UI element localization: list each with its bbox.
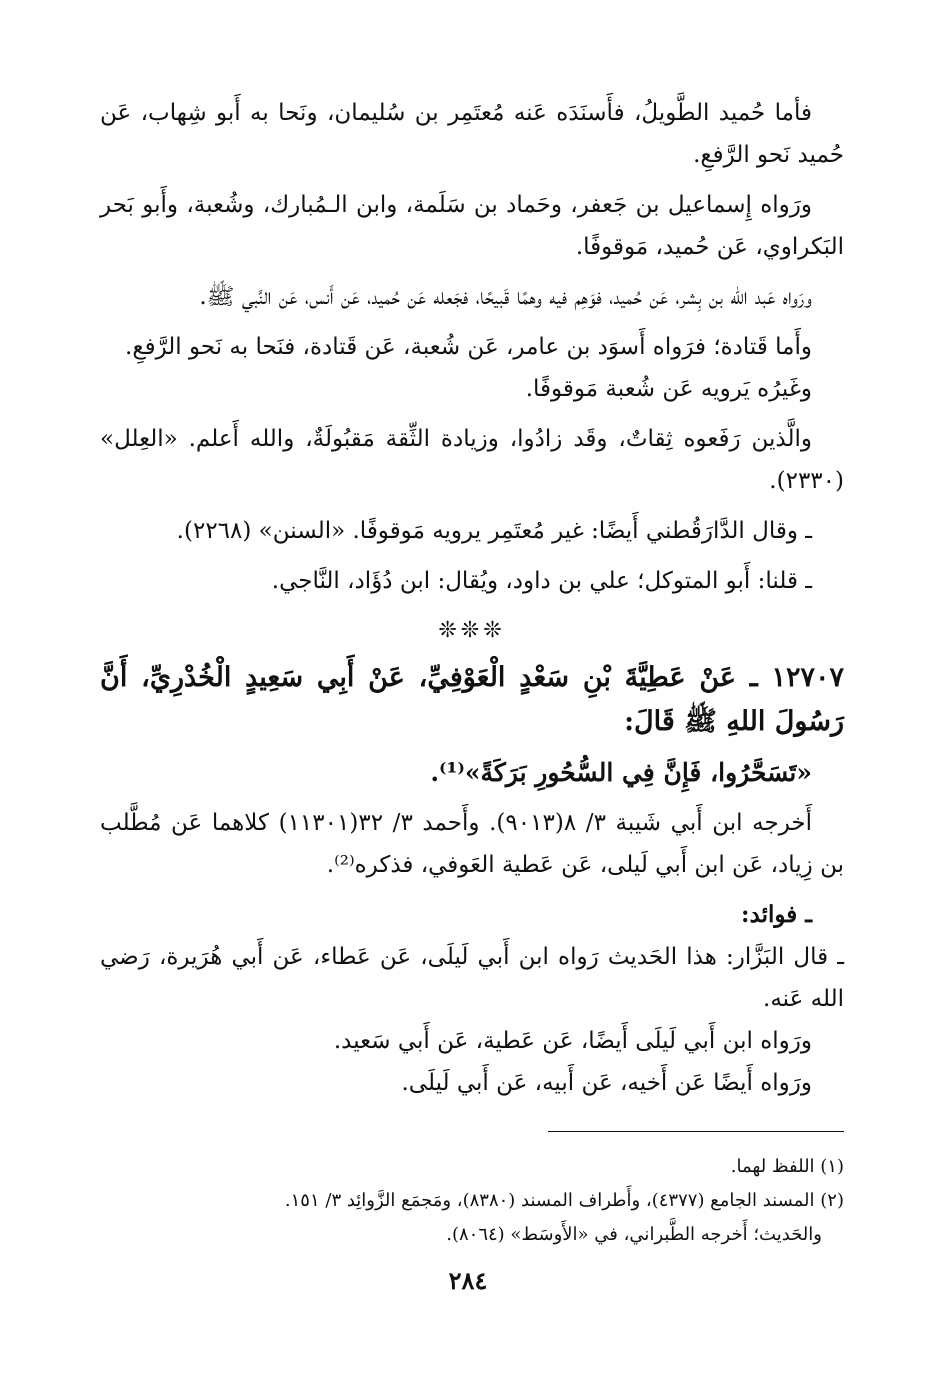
footnotes xyxy=(100,1150,844,1252)
benefit-bazzar: ـ قال البَزَّار: هذا الحَديث رَواه ابن أَبي لَيلَى، عَن عَطاء، عَن أَبي هُرَيرة، رَضي الله عَنه. xyxy=(100,944,844,1012)
hadith-matn: «تَسَحَّرُوا، فَإِنَّ فِي السُّحُورِ بَرَكَةً»⁽¹⁾. xyxy=(430,758,812,787)
footnote-1: (١) اللفظ لهما. xyxy=(730,1156,844,1177)
main-text xyxy=(100,92,844,1104)
footnote-divider xyxy=(548,1131,844,1132)
benefits-heading: ـ فوائد: xyxy=(741,901,812,928)
paragraph-abu-mutawakkil: ـ قلنا: أَبو المتوكل؛ علي بن داود، ويُقال: ابن دُؤَاد، النَّاجي. xyxy=(271,568,812,594)
hadith-chain: عَنْ عَطِيَّةَ بْنِ سَعْدٍ الْعَوْفِيِّ، عَنْ أَبِي سَعِيدٍ الْخُدْرِيِّ، أَنَّ رَسُولَ اللهِ ﷺ قَالَ: xyxy=(100,662,844,737)
takhrij: أَخرجه ابن أَبي شَيبة ٣/ ٨(٩٠١٣). وأَحمد ٣/ ٣٢(١١٣٠١) كلاهما عَن مُطَّلب بن زِياد، عَن ابن أَبي لَيلى، عَن عَطية العَوفي، فذكره⁽²⁾. xyxy=(100,810,844,878)
paragraph-others: وغَيرُه يَرويه عَن شُعبة مَوقوفًا. xyxy=(525,376,812,402)
paragraph-ismail: ورَواه إِسماعيل بن جَعفر، وحَماد بن سَلَمة، وابن الـمُبارك، وشُعبة، وأَبو بَحر البَكراوي، عَن حُميد، مَوقوفًا. xyxy=(100,192,844,260)
paragraph-abdullah: ورَواه عَبد الله بن بِشر، عَن حُميد، فوَهِم فيه وهمًا قَبيحًا، فجَعله عَن حُميد، عَن أَنس، عَن النَّبي ﷺ. xyxy=(199,284,812,310)
footnote-2: (٢) المسند الجامع (٤٣٧٧)، وأَطراف المسند (٨٣٨٠)، ومَجمَع الزَّوائِد ٣/ ١٥١. xyxy=(284,1190,844,1211)
hadith-isnad xyxy=(100,656,844,744)
section-separator: ❊❊❊ xyxy=(438,618,506,643)
benefit-brother: ورَواه أَيضًا عَن أَخيه، عَن أَبيه، عَن أَبي لَيلَى. xyxy=(401,1070,812,1096)
page-number: ٢٨٤ xyxy=(448,1266,488,1295)
paragraph-daraqutni: ـ وقال الدَّارَقُطني أَيضًا: غير مُعتَمِر يرويه مَوقوفًا. «السنن» (٢٢٦٨). xyxy=(176,518,812,544)
footnote-2-continuation: والحَديث؛ أَخرجه الطَّبراني، في «الأَوسَط» (٨٠٦٤). xyxy=(446,1224,822,1245)
hadith-number: ١٢٧٠٧ ـ xyxy=(749,662,845,693)
paragraph-humaid: فأما حُميد الطَّويلُ، فأَسنَدَه عَنه مُعتَمِر بن سُليمان، ونَحا به أَبو شِهاب، عَن حُميد نَحو الرَّفعِ. xyxy=(100,100,844,168)
paragraph-ilal: والَّذين رَفَعوه ثِقاتٌ، وقَد زادُوا، وزيادة الثِّقة مَقبُولَةٌ، والله أَعلم. «العِلل» (٢٣٣٠). xyxy=(100,426,844,494)
benefit-ibn-abi-layla: ورَواه ابن أَبي لَيلَى أَيضًا، عَن عَطية، عَن أَبي سَعيد. xyxy=(333,1028,812,1054)
paragraph-qatada: وأَما قَتادة؛ فرَواه أَسوَد بن عامر، عَن شُعبة، عَن قَتادة، فنَحا به نَحو الرَّفعِ. xyxy=(125,334,812,360)
